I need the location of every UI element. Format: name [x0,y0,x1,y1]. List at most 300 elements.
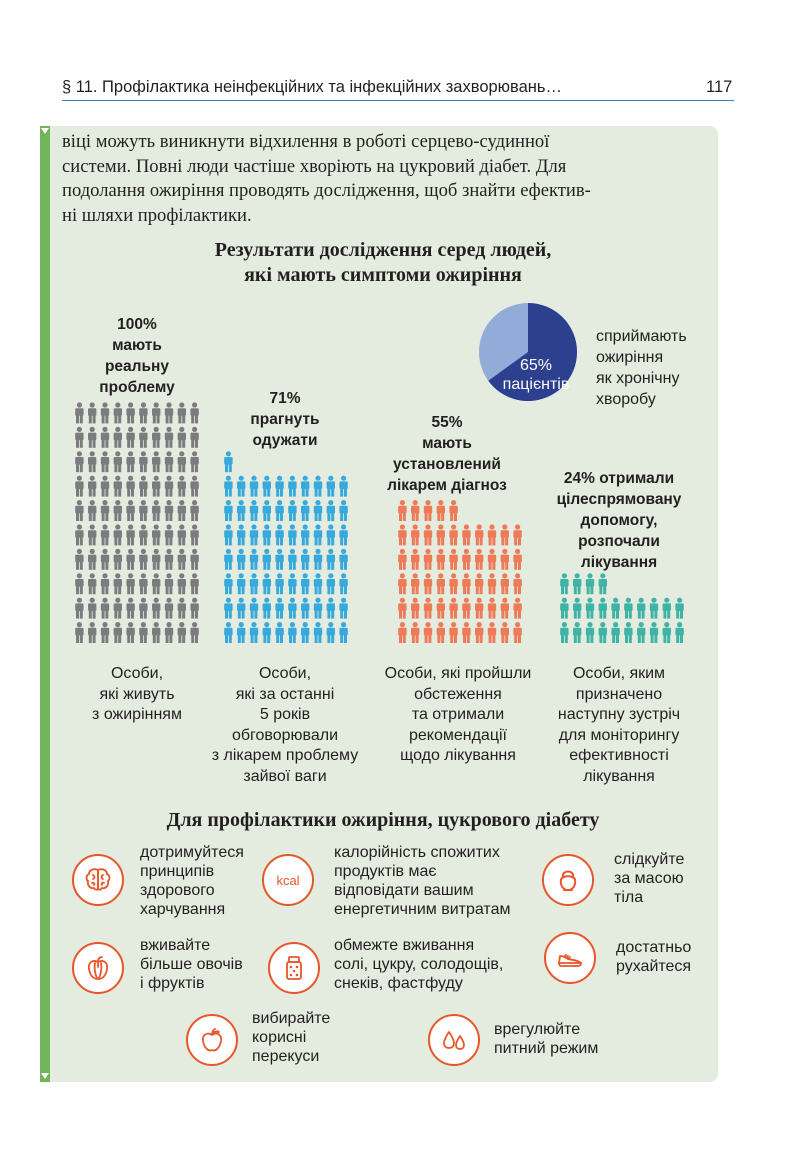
person-icon [237,573,245,594]
person-icon [288,549,296,570]
person-icon [314,476,322,497]
person-icon [178,598,186,619]
person-icon [224,573,232,594]
pie-caption-line: хворобу [596,391,656,408]
person-icon [327,524,335,545]
person-icon [88,402,96,423]
person-icon [178,476,186,497]
person-icon [139,427,147,448]
person-icon [190,622,198,643]
person-icon [501,598,509,619]
caption-line: з лікарем проблему [211,747,359,764]
person-icon [88,622,96,643]
person-icon [411,524,419,545]
tip-line: дотримуйтеся [140,844,244,861]
person-icon [327,549,335,570]
intro-line: подолання ожиріння проводять дослідження, щоб знайти ефектив- [62,180,591,201]
group-3-people-grid [396,402,524,646]
person-icon [165,622,173,643]
tip-line: принципів [140,863,215,880]
person-icon [449,549,457,570]
person-icon [475,622,483,643]
person-icon [599,622,607,643]
person-icon [224,622,232,643]
person-icon [75,549,83,570]
caption-line: з ожирінням [92,706,182,723]
person-icon [275,549,283,570]
person-icon [114,524,122,545]
tip-line: калорійність спожитих [334,844,500,861]
person-icon [424,500,432,521]
research-heading [62,238,704,288]
person-icon [178,402,186,423]
person-icon [560,622,568,643]
group-4-caption [544,664,694,787]
stripe-top-arrow-icon [41,128,49,134]
person-icon [398,549,406,570]
person-icon [190,573,198,594]
person-icon [573,622,581,643]
person-icon [152,476,160,497]
stat-line: одужати [252,432,318,449]
person-icon [650,598,658,619]
person-icon [263,622,271,643]
person-icon [449,500,457,521]
person-icon [263,524,271,545]
person-icon [314,622,322,643]
person-icon [88,427,96,448]
intro-paragraph [62,130,704,228]
person-icon [178,500,186,521]
caption-line: обстеження [414,685,502,703]
person-icon [301,598,309,619]
person-icon [424,549,432,570]
pie-percent: 65% [519,357,553,374]
tip-icon-circle [262,854,314,906]
person-icon [165,402,173,423]
salt-shaker-icon [280,954,308,982]
person-icon [178,451,186,472]
person-icon [462,573,470,594]
person-icon [126,598,134,619]
person-icon [101,476,109,497]
person-icon [301,500,309,521]
tip-line: достатньо [616,939,692,956]
tip-line: рухайтеся [616,958,692,975]
person-icon [586,622,594,643]
person-icon [178,549,186,570]
tip-line: солі, цукру, солодощів, [334,956,504,973]
stat-line: мають [422,435,472,452]
brain-icon [84,866,112,894]
caption-line: та отримали [411,706,505,723]
person-icon [126,476,134,497]
person-icon [190,549,198,570]
person-icon [75,451,83,472]
tip-icon-circle [542,854,594,906]
pie-label [488,356,584,394]
tip-line: врегулюйте [494,1021,581,1038]
person-icon [237,598,245,619]
person-icon [301,622,309,643]
person-icon [501,524,509,545]
person-icon [424,573,432,594]
person-icon [573,598,581,619]
person-icon [139,622,147,643]
person-icon [449,524,457,545]
person-icon [237,524,245,545]
person-icon [599,598,607,619]
person-icon [398,622,406,643]
person-icon [114,573,122,594]
person-icon [263,598,271,619]
person-icon [301,573,309,594]
research-heading-line: Результати дослідження серед людей, [214,239,552,261]
person-icon [178,573,186,594]
tip-line: енергетичним витратам [334,901,511,918]
caption-line: для моніторингу [558,726,680,744]
person-icon [190,598,198,619]
person-icon [513,524,521,545]
page-number: 117 [706,78,733,96]
person-icon [314,549,322,570]
person-icon [560,598,568,619]
stat-line: лікування [580,554,658,571]
person-icon [224,524,232,545]
person-icon [462,622,470,643]
person-icon [101,524,109,545]
person-icon [152,622,160,643]
person-icon [449,598,457,619]
person-icon [573,573,581,594]
person-icon [126,573,134,594]
person-icon [488,622,496,643]
person-icon [152,598,160,619]
person-icon [190,402,198,423]
person-icon [101,549,109,570]
person-icon [75,573,83,594]
person-icon [398,524,406,545]
person-icon [288,598,296,619]
person-icon [288,500,296,521]
person-icon [411,549,419,570]
person-icon [475,549,483,570]
tip-text [252,1009,330,1066]
person-icon [586,573,594,594]
prevention-heading: Для профілактики ожиріння, цукрового діабету [166,809,600,831]
pie-caption-line: сприймають [596,328,687,345]
person-icon [663,598,671,619]
stat-line: прагнуть [250,411,320,428]
kcal-label: kcal [276,873,300,888]
person-icon [327,573,335,594]
person-icon [139,451,147,472]
person-icon [327,622,335,643]
person-icon [488,598,496,619]
person-icon [101,427,109,448]
caption-line: Особи, [258,665,312,682]
person-icon [250,622,258,643]
person-icon [250,500,258,521]
intro-line: системи. Повні люди частіше хворіють на цукровий діабет. Для [62,155,567,177]
stat-line: реальну [104,358,170,375]
person-icon [327,476,335,497]
person-icon [437,500,445,521]
person-icon [101,622,109,643]
person-icon [114,549,122,570]
person-icon [101,598,109,619]
tip-line: корисні [252,1029,307,1046]
person-icon [611,622,619,643]
person-icon [237,622,245,643]
person-icon [275,500,283,521]
caption-line: обговорювали [231,726,339,744]
tip-line: вибирайте [252,1010,331,1027]
person-icon [224,549,232,570]
tip-line: снеків, фастфуду [334,975,463,992]
person-icon [88,598,96,619]
person-icon [178,524,186,545]
tip-line: харчування [140,901,226,918]
person-icon [339,622,347,643]
person-icon [275,476,283,497]
tip-text [140,936,243,993]
person-icon [101,451,109,472]
person-icon [139,598,147,619]
person-icon [250,524,258,545]
green-margin-stripe [40,126,50,1082]
stat-line: мають [112,337,162,354]
running-header: § 11. Профілактика неінфекційних та інфекційних захворювань… [62,78,563,96]
caption-line: Особи, [110,665,164,682]
person-icon [75,402,83,423]
stat-line: розпочали [578,533,660,550]
person-icon [114,427,122,448]
person-icon [237,500,245,521]
person-icon [101,573,109,594]
stat-line: лікарем діагноз [387,477,507,494]
tip-line: продуктів має [334,863,437,880]
tip-icon-circle [72,854,124,906]
person-icon [398,500,406,521]
person-icon [675,622,683,643]
person-icon [424,598,432,619]
person-icon [75,598,83,619]
person-icon [398,573,406,594]
tip-line: слідкуйте [614,851,685,868]
pie-caption-line: ожиріння [596,349,664,366]
tip-text [334,843,510,919]
person-icon [88,549,96,570]
person-icon [126,524,134,545]
person-icon [398,598,406,619]
person-icon [75,500,83,521]
person-icon [237,549,245,570]
group-2-people-grid [222,402,350,646]
stat-line: цілеспрямовану [556,491,682,508]
person-icon [339,573,347,594]
tip-line: за масою [614,870,684,887]
kcal-icon [274,866,302,894]
person-icon [114,451,122,472]
person-icon [586,598,594,619]
person-icon [152,573,160,594]
intro-line: віці можуть виникнути відхилення в роботі серцево-судинної [62,131,550,152]
tip-text [140,843,244,919]
person-icon [190,427,198,448]
person-icon [301,476,309,497]
person-icon [178,622,186,643]
group-1-people-grid [73,402,201,646]
person-icon [327,500,335,521]
stat-line: проблему [99,379,175,396]
person-icon [165,476,173,497]
group-3-caption [368,664,548,767]
person-icon [513,622,521,643]
person-icon [288,476,296,497]
person-icon [165,598,173,619]
person-icon [675,598,683,619]
kettlebell-icon [554,866,582,894]
person-icon [411,500,419,521]
person-icon [437,549,445,570]
person-icon [288,573,296,594]
tip-icon-circle [268,942,320,994]
header-rule [62,100,734,101]
person-icon [475,524,483,545]
water-drops-icon [440,1026,468,1054]
caption-line: 5 років [259,706,311,723]
person-icon [250,598,258,619]
person-icon [275,622,283,643]
person-icon [437,598,445,619]
person-icon [126,549,134,570]
person-icon [314,500,322,521]
person-icon [152,524,160,545]
person-icon [114,598,122,619]
person-icon [663,622,671,643]
person-icon [424,524,432,545]
stripe-bottom-arrow-icon [41,1073,49,1079]
caption-line: призначено [575,685,663,703]
person-icon [611,598,619,619]
person-icon [88,451,96,472]
person-icon [88,500,96,521]
person-icon [237,476,245,497]
tip-text [334,936,503,993]
tip-line: і фруктів [140,975,205,992]
person-icon [224,598,232,619]
tip-line: більше овочів [140,956,243,973]
person-icon [314,573,322,594]
person-icon [126,500,134,521]
person-icon [488,573,496,594]
stat-line: допомогу, [580,512,658,529]
intro-line: ні шляхи профілактики. [62,204,252,226]
person-icon [301,524,309,545]
person-icon [190,476,198,497]
person-icon [126,427,134,448]
person-icon [411,622,419,643]
stat-line: 55% [431,414,463,431]
person-icon [139,476,147,497]
caption-line: ефективності [569,747,669,764]
pie-patients-label: пацієнтів [502,376,570,393]
person-icon [88,573,96,594]
tip-line: вживайте [140,937,211,954]
person-icon [501,573,509,594]
person-icon [139,402,147,423]
person-icon [314,524,322,545]
person-icon [250,573,258,594]
group-4-people-grid [558,402,686,646]
person-icon [139,500,147,521]
tip-line: здорового [140,882,215,899]
pepper-icon [84,954,112,982]
person-icon [190,524,198,545]
caption-line: рекомендації [408,726,507,744]
tip-icon-circle [428,1014,480,1066]
person-icon [513,573,521,594]
person-icon [152,402,160,423]
person-icon [462,524,470,545]
tip-line: відповідати вашим [334,882,474,899]
person-icon [114,500,122,521]
person-icon [263,476,271,497]
pie-caption [596,326,687,410]
group-1-stat [72,314,202,398]
person-icon [475,598,483,619]
person-icon [75,427,83,448]
person-icon [437,622,445,643]
person-icon [339,476,347,497]
caption-line: щодо лікування [400,747,516,764]
person-icon [437,524,445,545]
tip-text [614,850,684,907]
person-icon [152,500,160,521]
person-icon [288,622,296,643]
person-icon [437,573,445,594]
person-icon [224,500,232,521]
person-icon [165,500,173,521]
person-icon [250,549,258,570]
person-icon [250,476,258,497]
person-icon [475,573,483,594]
person-icon [560,573,568,594]
tip-icon-circle [72,942,124,994]
person-icon [101,500,109,521]
sneaker-icon [556,944,584,972]
person-icon [263,500,271,521]
person-icon [275,524,283,545]
tip-icon-circle [544,932,596,984]
stat-line: установлений [393,456,501,473]
person-icon [126,451,134,472]
person-icon [462,549,470,570]
person-icon [411,598,419,619]
stat-line: 71% [269,390,301,407]
person-icon [339,524,347,545]
person-icon [101,402,109,423]
person-icon [152,549,160,570]
person-icon [165,451,173,472]
person-icon [165,524,173,545]
caption-line: Особи, яким [572,665,666,682]
stat-line: 24% отримали [563,470,675,487]
tip-line: тіла [614,889,644,906]
person-icon [75,524,83,545]
person-icon [275,598,283,619]
